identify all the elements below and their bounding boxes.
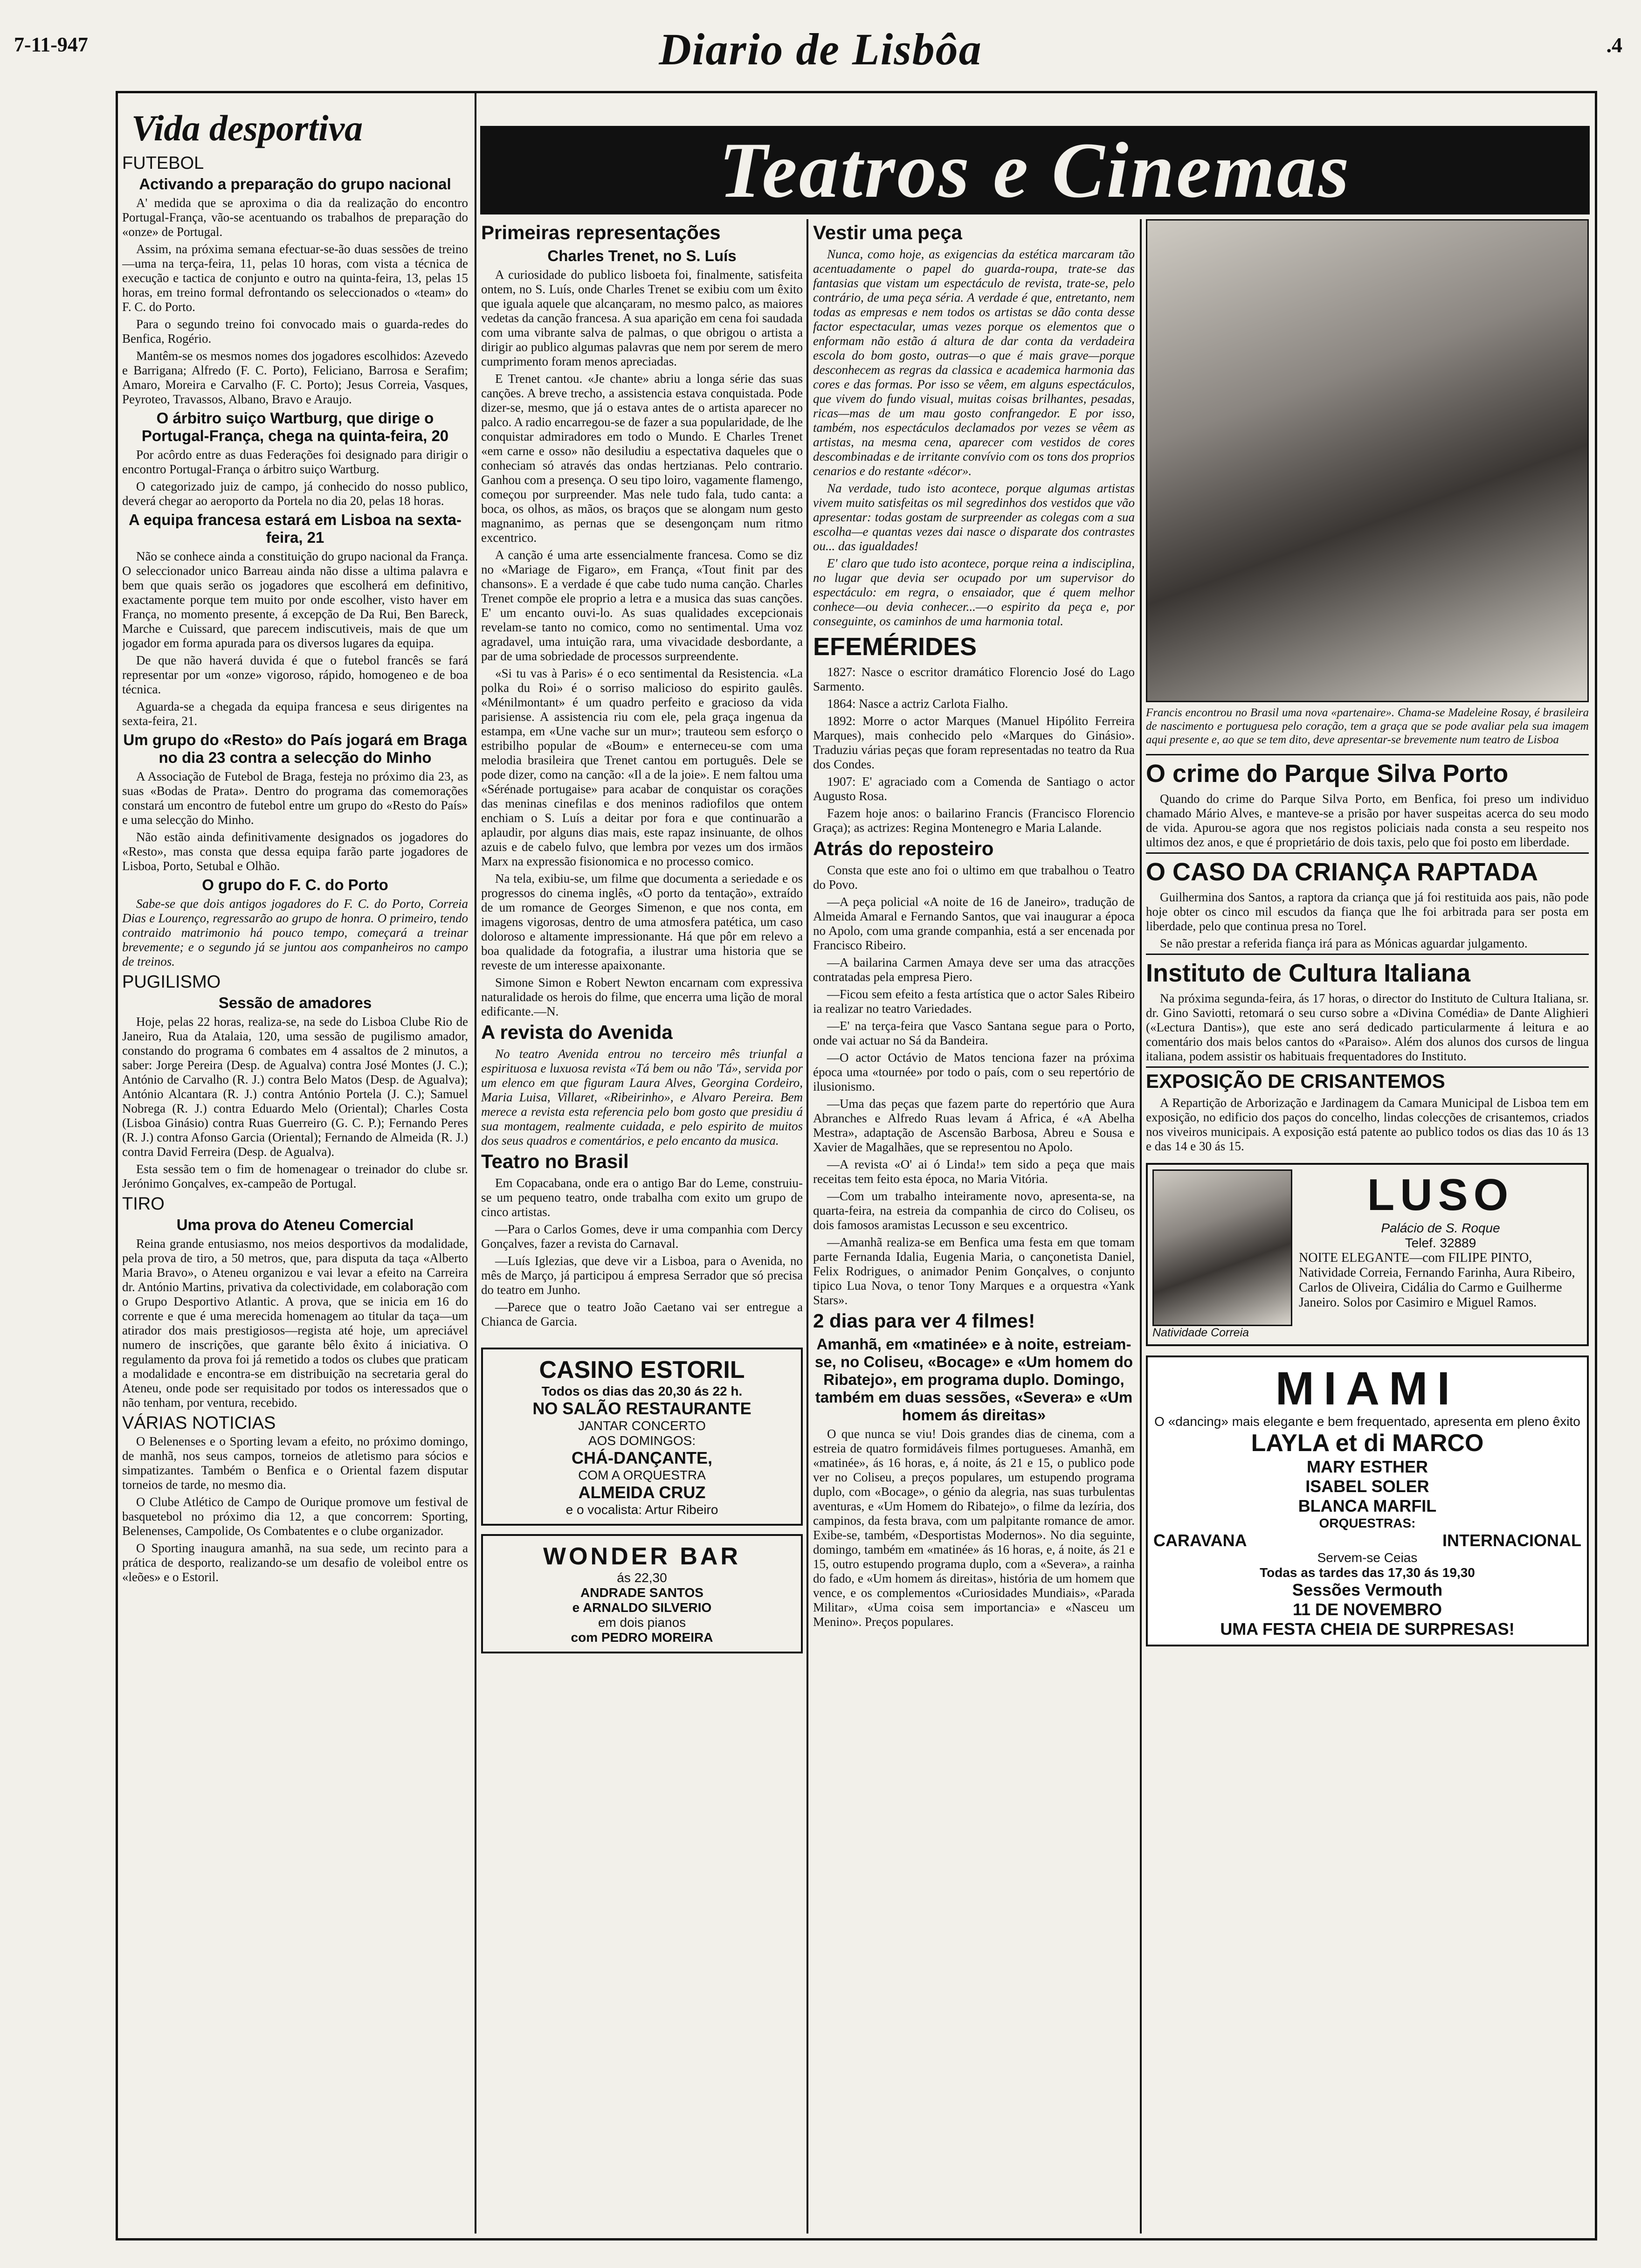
paragraph: Em Copacabana, onde era o antigo Bar do Leme, construiu-se um pequeno teatro, onde trabalha com exito um grupo de cinco artistas. (481, 1176, 803, 1219)
ad-line: NOITE ELEGANTE—com FILIPE PINTO, Natividade Correia, Fernando Farinha, Aura Ribeiro, Carlos de Oliveira, Cidália do Carmo e Guilherme Janeiro. Solos por Casimiro e Miguel Ramos. (1299, 1251, 1575, 1310)
ad-title: LUSO (1367, 1170, 1514, 1220)
headline: Sessão de amadores (218, 994, 372, 1011)
divider (1146, 954, 1589, 955)
paragraph: —Ficou sem efeito a festa artística que o actor Sales Ribeiro ia realizar no teatro Variedades. (813, 987, 1135, 1016)
paragraph: De que não haverá duvida é que o futebol francês se fará representar por um «onze» vigoroso, rápido, homogeneo e de boa técnica. (122, 653, 468, 696)
paragraph: Consta que este ano foi o ultimo em que trabalhou o Teatro do Povo. (813, 863, 1135, 892)
paragraph: A Associação de Futebol de Braga, festeja no próximo dia 23, as suas «Bodas de Prata». Dentro do programa das comemorações constará um encontro de futebol entre um grupo do «Resto do País» e uma selecção do Minho. (122, 769, 468, 827)
ad-line: e o vocalista: Artur Ribeiro (565, 1502, 718, 1517)
ad-line: INTERNACIONAL (1442, 1531, 1581, 1550)
paragraph: O Sporting inaugura amanhã, na sua sede, um recinto para a prática de desporto, realizando-se um desafio de voleibol entre os «leões» e o Estoril. (122, 1541, 468, 1584)
paragraph: Sabe-se que dois antigos jogadores do F. C. do Porto, Correia Dias e Lourenço, regressarão ao grupo de honra. O primeiro, tendo contraido matrimonio há pouco tempo, começará a treinar brevemente; e o segundo já se juntou aos companheiros no campo de treinos. (122, 897, 468, 968)
theatre-banner: Teatros e Cinemas (480, 126, 1590, 214)
ad-line: ANDRADE SANTOS (580, 1585, 703, 1600)
headline: Amanhã, em «matinée» e à noite, estreiam-se, no Coliseu, «Bocage» e «Um homem do Ribatejo», em programa duplo. Domingo, também em duas sessões, «Severa» e «Um homem ás direitas» (814, 1335, 1133, 1424)
casino-estoril-ad (481, 1348, 803, 1526)
headline: Activando a preparação do grupo nacional (139, 175, 451, 193)
section-heading: Vestir uma peça (813, 221, 962, 243)
section-heading: A revista do Avenida (481, 1021, 673, 1043)
paragraph: 1907: E' agraciado com a Comenda de Santiago o actor Augusto Rosa. (813, 774, 1135, 803)
paragraph: Se não prestar a referida fiança irá para as Mónicas aguardar julgamento. (1160, 936, 1528, 950)
sport-label-varias: VÁRIAS NOTICIAS (122, 1413, 276, 1433)
column-rule (475, 93, 476, 2233)
paragraph: —A revista «O' ai ó Linda!» tem sido a peça que mais receitas tem feito esta época, no Maria Vitória. (813, 1157, 1135, 1186)
paragraph: «Si tu vas à Paris» é o eco sentimental da Resistencia. «La polka du Roi» é o sorriso malicioso do espirito gaulês. «Ménilmontant» é um quadro perfeito e gracioso da vida parisiense. A assistencia riu com ele, pela graça ingenua da estampa, em «Une vache sur un mur»; trauteou sem esforço o estribilho popular de «Boum» e enterneceu-se com uma melodia brasileira que Trenet cantou em português. Dele se pode dizer, como na canção: «Il a de la joie». E nem faltou uma «Sérénade portugaise» para acabar de conquistar os corações das meninas cinefilas e dos meninos radiofilos que ontem enchiam o S. Luís a deitar por fora e que continuarão a aplaudir, por alguns dias mais, este rapaz insinuante, de olhos azuis e de cabelo fulvo, que lembra por vezes um dos irmãos Marx na expressão fisionomica e no processo comico. (481, 666, 803, 868)
photo-natividade-correia (1152, 1169, 1292, 1326)
paragraph: Na próxima segunda-feira, ás 17 horas, o director do Instituto de Cultura Italiana, sr. dr. Gino Saviotti, retomará o seu curso sobre a «Divina Comédia» de Dante Alighieri («Lectura Dantis»), que este ano será dedicado particularmente á leitura e ao comentário dos mais belos cantos do «Paraiso». Além dos alunos dos cursos de lingua italiana, podem assistir os habituais frequentadores do Instituto. (1146, 991, 1589, 1063)
ad-title: MIAMI (1275, 1362, 1460, 1415)
paragraph: Na verdade, tudo isto acontece, porque algumas artistas vivem muito satisfeitas os mil segredinhos dos vestidos que vão apresentar: todas gostam de surpreender as colegas com a sua escolha—e quantas vezes dai nasce o disparate dos contrastes ou... das igualdades! (813, 481, 1135, 553)
section-heading: EXPOSIÇÃO DE CRISANTEMOS (1146, 1070, 1445, 1092)
masthead-title: Diario de Lisbôa (659, 24, 982, 74)
paragraph: A curiosidade do publico lisboeta foi, finalmente, satisfeita ontem, no S. Luís, onde Charles Trenet se exibiu com um êxito que iguala aquele que alcançaram, no mesmo palco, as maiores vedetas da canção francesa. A sua aparição em cena foi saudada com uma vibrante salva de palmas, o que obrigou o artista a dirigir ao publico algumas palavras que nem por serem de mero cumprimento foram menos apreciadas. (481, 268, 803, 368)
paragraph: 1827: Nasce o escritor dramático Florencio José do Lago Sarmento. (813, 665, 1135, 693)
paragraph: Por acôrdo entre as duas Federações foi designado para dirigir o encontro Portugal-França o árbitro suiço Wartburg. (122, 448, 468, 476)
ad-line: NO SALÃO RESTAURANTE (532, 1399, 752, 1418)
sport-label-futebol: FUTEBOL (122, 153, 204, 173)
paragraph: O Clube Atlético de Campo de Ourique promove um festival de basquetebol no próximo dia 12, a que concorrem: Sporting, Belenenses, Campolide, Os Combatentes e o clube organizador. (122, 1495, 468, 1538)
column-rule (807, 219, 808, 2233)
paragraph: —Amanhã realiza-se em Benfica uma festa em que tomam parte Fernanda Idalia, Eugenia Maria, o cançonetista Daniel, Felix Rodrigues, o animador Penim Gonçalves, o conjunto tipico Lua Nova, o tenor Tony Marques e a orquestra «Yank Stars». (813, 1235, 1135, 1307)
paragraph: Nunca, como hoje, as exigencias da estética marcaram tão acentuadamente o papel do guarda-roupa, trate-se das fantasias que vistam um espectáculo de revista, trate-se, pelo contrário, de uma peça séria. A verdade é que, entretanto, nem todas as empresas e nem todos os artistas se dão conta desse factor espectacular, umas vezes porque os elementos que o enformam não estão á altura de dar conta da verdadeira escola do bom gosto, outras—o que é mais grave—porque desconhecem as regras da classica e academica harmonia das cores e das formas. Por isso se vêem, em alguns espectáculos, que vivem do fundo visual, muitas coisas brilhantes, pesadas, ricas—mas de um mau gosto confrangedor. E por isso, também, nos espectáculos declamados por vezes se vêem as artistas, na mesma cena, aparecer com vestidos de cores descombinadas e de irritante convívio com os tons dos proprios cenarios e do restante «décor». (813, 247, 1135, 478)
paragraph: —Para o Carlos Gomes, deve ir uma companhia com Dercy Gonçalves, fazer a revista do Carnaval. (481, 1222, 803, 1251)
ad-line: LAYLA et di MARCO (1251, 1430, 1484, 1457)
paragraph: E Trenet cantou. «Je chante» abriu a longa série das suas canções. A breve trecho, a assistencia estava conquistada. Pode dizer-se, mesmo, que já o estava antes de o artista aparecer no palco. A radio encarregou-se de fazer a sua popularidade, de lhe conquistar admiradores em todo o Mundo. E Charles Trenet «em carne e osso» não desiludiu a espectativa daqueles que o conheciam só através das ondas hertzianas. Pelo contrario. Ganhou com a presença. O seu tipo loiro, vagamente flamengo, começou por surpreender. Mas nele tudo fala, tudo canta: a boca, os olhos, as mãos, os braços que se alongam num gesto magnanimo, as pernas que se desengonçam num ritmo excentrico. (481, 372, 803, 545)
ad-line: CHÁ-DANÇANTE, (572, 1448, 712, 1467)
paragraph: —Com um trabalho inteiramente novo, apresenta-se, na quarta-feira, na estreia da companhia de circo do Coliseu, os dois famosos aramistas Lecusson e seu excentrico. (813, 1189, 1135, 1232)
ad-title: WONDER BAR (543, 1543, 741, 1570)
ad-line: Servem-se Ceias (1317, 1550, 1418, 1565)
paragraph: —A bailarina Carmen Amaya deve ser uma das atracções contratadas pela empresa Piero. (813, 955, 1135, 984)
headline: Uma prova do Ateneu Comercial (176, 1216, 414, 1233)
ad-line: COM A ORQUESTRA (578, 1468, 706, 1482)
ad-line: Todos os dias das 20,30 ás 22 h. (541, 1384, 743, 1398)
paragraph: Simone Simon e Robert Newton encarnam com expressiva naturalidade os herois do filme, que encerra uma lição de moral edificante.—N. (481, 975, 803, 1018)
ad-line: BLANCA MARFIL (1298, 1496, 1437, 1515)
page-number: .4 (1606, 33, 1622, 57)
paragraph: A Repartição de Arborização e Jardinagem da Camara Municipal de Lisboa tem em exposição, no edificio dos paços do concelho, lindas colecções de crisantemos, criados nos viveiros municipais. A exposição está patente ao publico todos os dias das 10 ás 13 e das 14 e 30 ás 15. (1146, 1096, 1589, 1153)
ad-line: AOS DOMINGOS: (588, 1433, 696, 1448)
paragraph: —O actor Octávio de Matos tenciona fazer na próxima época uma «tournée» por todo o país, com o seu repertório de ilusionismo. (813, 1051, 1135, 1093)
paragraph: 1892: Morre o actor Marques (Manuel Hipólito Ferreira Marques), mais conhecido pelo «Marques do Ginásio». Traduziu várias peças que foram representadas no teatro da Rua dos Condes. (813, 714, 1135, 771)
paragraph: Reina grande entusiasmo, nos meios desportivos da modalidade, pela prova de tiro, a 50 metros, que, para disputa da taça «Alberto Maria Bravo», o Ateneu organizou e vai levar a efeito na Carreira dr. António Martins, privativa da colectividade, em colaboração com o Grupo Desportivo Atlantic. A prova, que se inicia em 16 do corrente e que é uma merecida homenagem ao titular da taça—um atirador dos mais prestigiosos—regista até hoje, um apreciável numero de inscrições, que garante bêlo êxito á iniciativa. O regulamento da prova foi já remetido a todos os clubes que praticam a modalidade e encontra-se em distribuição na secretaria geral do Ateneu, onde pode ser requisitado por todos os interessados que o não tenham, por ventura, recebido. (122, 1237, 468, 1410)
section-heading: Teatro no Brasil (481, 1150, 629, 1172)
headline: Um grupo do «Resto» do País jogará em Braga no dia 23 contra a selecção do Minho (123, 731, 467, 766)
paragraph: Assim, na próxima semana efectuar-se-ão duas sessões de treino—uma na terça-feira, 11, pelas 10 horas, com vista a técnica de execução e tactica de conjunto e outro na quinta-feira, 13, pelas 15 horas, em treino formal defrontando os seleccionados o «team» do F. C. do Porto. (122, 242, 468, 314)
paragraph: —E' na terça-feira que Vasco Santana segue para o Porto, onde vai actuar no Sá da Bandeira. (813, 1019, 1135, 1047)
paragraph: Quando do crime do Parque Silva Porto, em Benfica, foi preso um individuo chamado Mário Alves, e manteve-se a prisão por haver suspeitas acerca do seu modo de vida. Apurou-se agora que nos registos policiais nada consta a seu respeito nos ultimos dez anos, e que é proprietário de dois taxis, pelo que foi posto em liberdade. (1146, 792, 1589, 849)
ad-line: UMA FESTA CHEIA DE SURPRESAS! (1220, 1619, 1515, 1639)
ad-line: com PEDRO MOREIRA (571, 1630, 713, 1645)
paragraph: Guilhermina dos Santos, a raptora da criança que já foi restituida aos pais, não pode hoje obter os cinco mil escudos da fiança que lhe foi arbitrada para ser posta em liberdade, pelo que continua presa no Torel. (1146, 890, 1589, 933)
wonder-bar-ad (481, 1534, 803, 1653)
ad-line: Palácio de S. Roque (1381, 1221, 1500, 1235)
column-rule (1140, 219, 1142, 2233)
ad-line: ALMEIDA CRUZ (578, 1483, 706, 1502)
paragraph: —Uma das peças que fazem parte do repertório que Aura Abranches e Alfredo Ruas levam á Africa, é «A Abelha Mestra», adaptação de Ascensão Barbosa, Abreu e Sousa e Xavier de Magalhães, que se representou no Apolo. (813, 1097, 1135, 1154)
luso-photo-block (1152, 1169, 1292, 1340)
ad-line: 11 DE NOVEMBRO (1292, 1600, 1442, 1619)
paragraph: O categorizado juiz de campo, já conhecido do nosso publico, deverá chegar ao aeroporto da Portela no dia 20, pelas 18 horas. (122, 479, 468, 508)
divider (1146, 754, 1589, 755)
paragraph: —A peça policial «A noite de 16 de Janeiro», tradução de Almeida Amaral e Fernando Santos, que vai inaugurar a época no Apolo, com uma grande companhia, está a ser encenada por Francisco Ribeiro. (813, 895, 1135, 952)
sport-label-pugilismo: PUGILISMO (122, 972, 221, 992)
orchestras-row (1153, 1531, 1581, 1550)
paragraph: Não estão ainda definitivamente designados os jogadores do «Resto», mas consta que dessa equipa farão parte jogadores de Lisboa, Porto, Setubal e Olhão. (122, 830, 468, 873)
section-heading: Primeiras representações (481, 221, 721, 243)
photo-caption: Francis encontrou no Brasil uma nova «partenaire». Chama-se Madeleine Rosay, é brasileira de nascimento e portuguesa pelo coração, tem a graça que se pode avaliar pela sua imagem aqui presente e, ao que se tem dito, deve apresentar-se brevemente num teatro de Lisboa (1146, 706, 1589, 746)
paragraph: A' medida que se aproxima o dia da realização do encontro Portugal-França, vão-se acentuando os trabalhos de preparação do «onze» de Portugal. (122, 196, 468, 239)
paragraph: Mantêm-se os mesmos nomes dos jogadores escolhidos: Azevedo e Barrigana; Alfredo (F. C. Porto), Feliciano, Barrosa e Serafim; Amaro, Moreira e Carvalho (F. C. Porto); Jesus Correia, Vasques, Peyroteo, Travassos, Albano, Bravo e Araujo. (122, 349, 468, 406)
section-title-sports: Vida desportiva (131, 108, 363, 148)
issue-date: 7-11-947 (14, 33, 88, 56)
ad-line: e ARNALDO SILVERIO (572, 1600, 712, 1615)
ad-line: CARAVANA (1153, 1531, 1247, 1550)
sports-column (122, 107, 468, 2229)
paragraph: O Belenenses e o Sporting levam a efeito, no próximo domingo, de manhã, nos seus campos, torneios de atletismo para sócios e simpatizantes. Também o Benfica e o Oriental fazem disputar torneios de tarde, no mesmo dia. (122, 1434, 468, 1492)
paragraph: 1864: Nasce a actriz Carlota Fialho. (827, 697, 1008, 711)
section-heading: 2 dias para ver 4 filmes! (813, 1310, 1035, 1332)
ad-line: Telef. 32889 (1405, 1236, 1476, 1250)
paragraph: —Luís Iglezias, que deve vir a Lisboa, para o Avenida, no mês de Março, já participou á empresa Serrador que só precisa do teatro em Junho. (481, 1254, 803, 1297)
ad-line: ORQUESTRAS: (1319, 1516, 1416, 1530)
paragraph: E' claro que tudo isto acontece, porque reina a indisciplina, no lugar que devia ser ocupado por um supervisor do espectáculo: em regra, o ensaiador, que é quem melhor conhece—ou devia conhecer...—o espirito da peça e, por conseguinte, os caminhos de uma harmonia total. (813, 556, 1135, 628)
paragraph: Na tela, exibiu-se, um filme que documenta a seriedade e os progressos do cinema inglês, «O porto da tentação», extraído de um romance de Georges Simenon, e que nos conta, em imagens vigorosas, dentro de uma atmosfera patética, um caso doloroso e altamente impressionante. Há que pôr em relevo a boa qualidade da fotografia, a ilustrar uma historia que se reveste de um interesse apaixonante. (481, 871, 803, 972)
section-heading: O CASO DA CRIANÇA RAPTADA (1146, 858, 1538, 886)
paragraph: Não se conhece ainda a constituição do grupo nacional da França. O seleccionador unico Barreau ainda não disse a ultima palavra e bem que quais serão os jogadores que escolherá em definitivo, exactamente porque tem muito por onde escolher, visto haver em França, no momento presente, á excepção de Da Rui, Ben Bareck, Marche e Cuissard, que parecem indiscutiveis, mais de que um jogador em forma apurada para os diversos lugares da equipa. (122, 549, 468, 650)
luso-text-block (1299, 1169, 1582, 1340)
ad-line: Sessões Vermouth (1292, 1580, 1443, 1599)
paragraph: —Parece que o teatro João Caetano vai ser entregue a Chianca de Garcia. (481, 1300, 803, 1328)
news-column (1146, 219, 1589, 2229)
divider (1146, 1066, 1589, 1068)
ad-line: em dois pianos (598, 1615, 686, 1630)
headline: A equipa francesa estará em Lisboa na sexta-feira, 21 (128, 511, 462, 546)
paragraph: O que nunca se viu! Dois grandes dias de cinema, com a estreia de quatro formidáveis filmes portugueses. Amanhã, em «matinée», ás 16 horas, e, á noite, ás 21 e 15, o publico pode ver no Coliseu, a preços populares, um estupendo programa duplo, com «Bocage», o génio da alegria, nas suas turbulentas aventuras, e «Um Homem do Ribatejo», o filme da lezíria, dos campinos, da festa brava, com um palpitante romance de amor. Exibe-se, também, «Desportistas Modernos». No dia seguinte, domingo, também em «matinée» ás 16 horas, e, á noite, ás 21 e 15, outro estupendo programa duplo, com a «Severa», a rainha do fado, e «Um homem ás direitas», história de um homem que vence, e os complementos «Curiosidades Mundiais», «Parada Militar», «Uma coisa sem importancia» e «Nasceu um Menino». Preços populares. (813, 1427, 1135, 1629)
paragraph: Para o segundo treino foi convocado mais o guarda-redes do Benfica, Rogério. (122, 317, 468, 346)
ad-line: ás 22,30 (617, 1570, 667, 1585)
section-heading: Instituto de Cultura Italiana (1146, 959, 1471, 987)
paragraph: Esta sessão tem o fim de homenagear o treinador do clube sr. Jerónimo Gonçalves, ex-campeão de Portugal. (122, 1162, 468, 1190)
ad-line: JANTAR CONCERTO (578, 1418, 706, 1433)
theatre-column-2 (813, 219, 1135, 2229)
ad-line: Todas as tardes das 17,30 ás 19,30 (1260, 1565, 1475, 1580)
photo-francis-rosay (1146, 219, 1589, 702)
section-heading: EFEMÉRIDES (813, 633, 977, 661)
headline: O grupo do F. C. do Porto (202, 876, 388, 893)
paragraph: No teatro Avenida entrou no terceiro mês triunfal a espirituosa e luxuosa revista «Tá bem ou não 'Tá», servida por um elenco em que figuram Laura Alves, Georgina Cordeiro, Maria Luisa, Villaret, «Ribeirinho», e Alvaro Pereira. Bem merece a revista esta referencia pelo bom gosto que presidiu á sua montagem, realmente cuidada, e pelo espirito de muitos dos seus quadros e comentários, e pelo encanto da musica. (481, 1047, 803, 1148)
paragraph: Aguarda-se a chegada da equipa francesa e seus dirigentes na sexta-feira, 21. (122, 699, 468, 728)
divider (1146, 852, 1589, 854)
section-heading: Atrás do reposteiro (813, 837, 994, 859)
paragraph: A canção é uma arte essencialmente francesa. Como se diz no «Mariage de Figaro», em França, «Tout finit par des chansons». E a verdade é que cabe tudo numa canção. Charles Trenet compõe ele proprio a letra e a musica das suas canções. E' um encanto ouvi-lo. As suas qualidades excepcionais revelam-se tanto no comico, como no sentimental. Uma voz agradavel, uma intuição rara, uma vivacidade desbordante, a par de uma sobriedade de processos surpreendente. (481, 548, 803, 663)
miami-ad (1146, 1355, 1589, 1646)
headline: Charles Trenet, no S. Luís (547, 247, 737, 264)
section-heading: O crime do Parque Silva Porto (1146, 760, 1509, 788)
ad-line: MARY ESTHER (1306, 1457, 1428, 1476)
luso-ad (1146, 1163, 1589, 1346)
paragraph: Fazem hoje anos: o bailarino Francis (Francisco Florencio Graça); as actrizes: Regina Montenegro e Maria Lalande. (813, 806, 1135, 835)
ad-line: O «dancing» mais elegante e bem frequentado, apresenta em pleno êxito (1154, 1414, 1580, 1429)
theatre-column-1 (481, 219, 803, 2229)
headline: O árbitro suiço Wartburg, que dirige o Portugal-França, chega na quinta-feira, 20 (141, 409, 449, 444)
paragraph: Hoje, pelas 22 horas, realiza-se, na sede do Lisboa Clube Rio de Janeiro, Rua da Atalaia, 120, uma sessão de pugilismo amador, constando do programa 6 combates em 4 assaltos de 2 minutos, a saber: Jorge Pereira (Desp. de Agualva) contra José Montes (J. C.); António de Carvalho (R. J.) contra Belo Matos (Desp. de Agualva); António Alcantara (R. J.) contra António Portela (J. C.); Samuel Nobrega (R. J.) contra Eduardo Melo (Oriental); Charles Costa (Lisboa Ginásio) contra Ruas Guerreiro (G. C. P.); Fernando Peres (R. J.) contra Afonso Garcia (Oriental); Fernando de Almeida (R. J.) contra David Ferreira (Desp. de Agualva). (122, 1015, 468, 1159)
sport-label-tiro: TIRO (122, 1194, 165, 1214)
ad-title: CASINO ESTORIL (539, 1356, 745, 1383)
luso-photo-caption: Natividade Correia (1152, 1326, 1249, 1339)
ad-line: ISABEL SOLER (1305, 1477, 1429, 1496)
